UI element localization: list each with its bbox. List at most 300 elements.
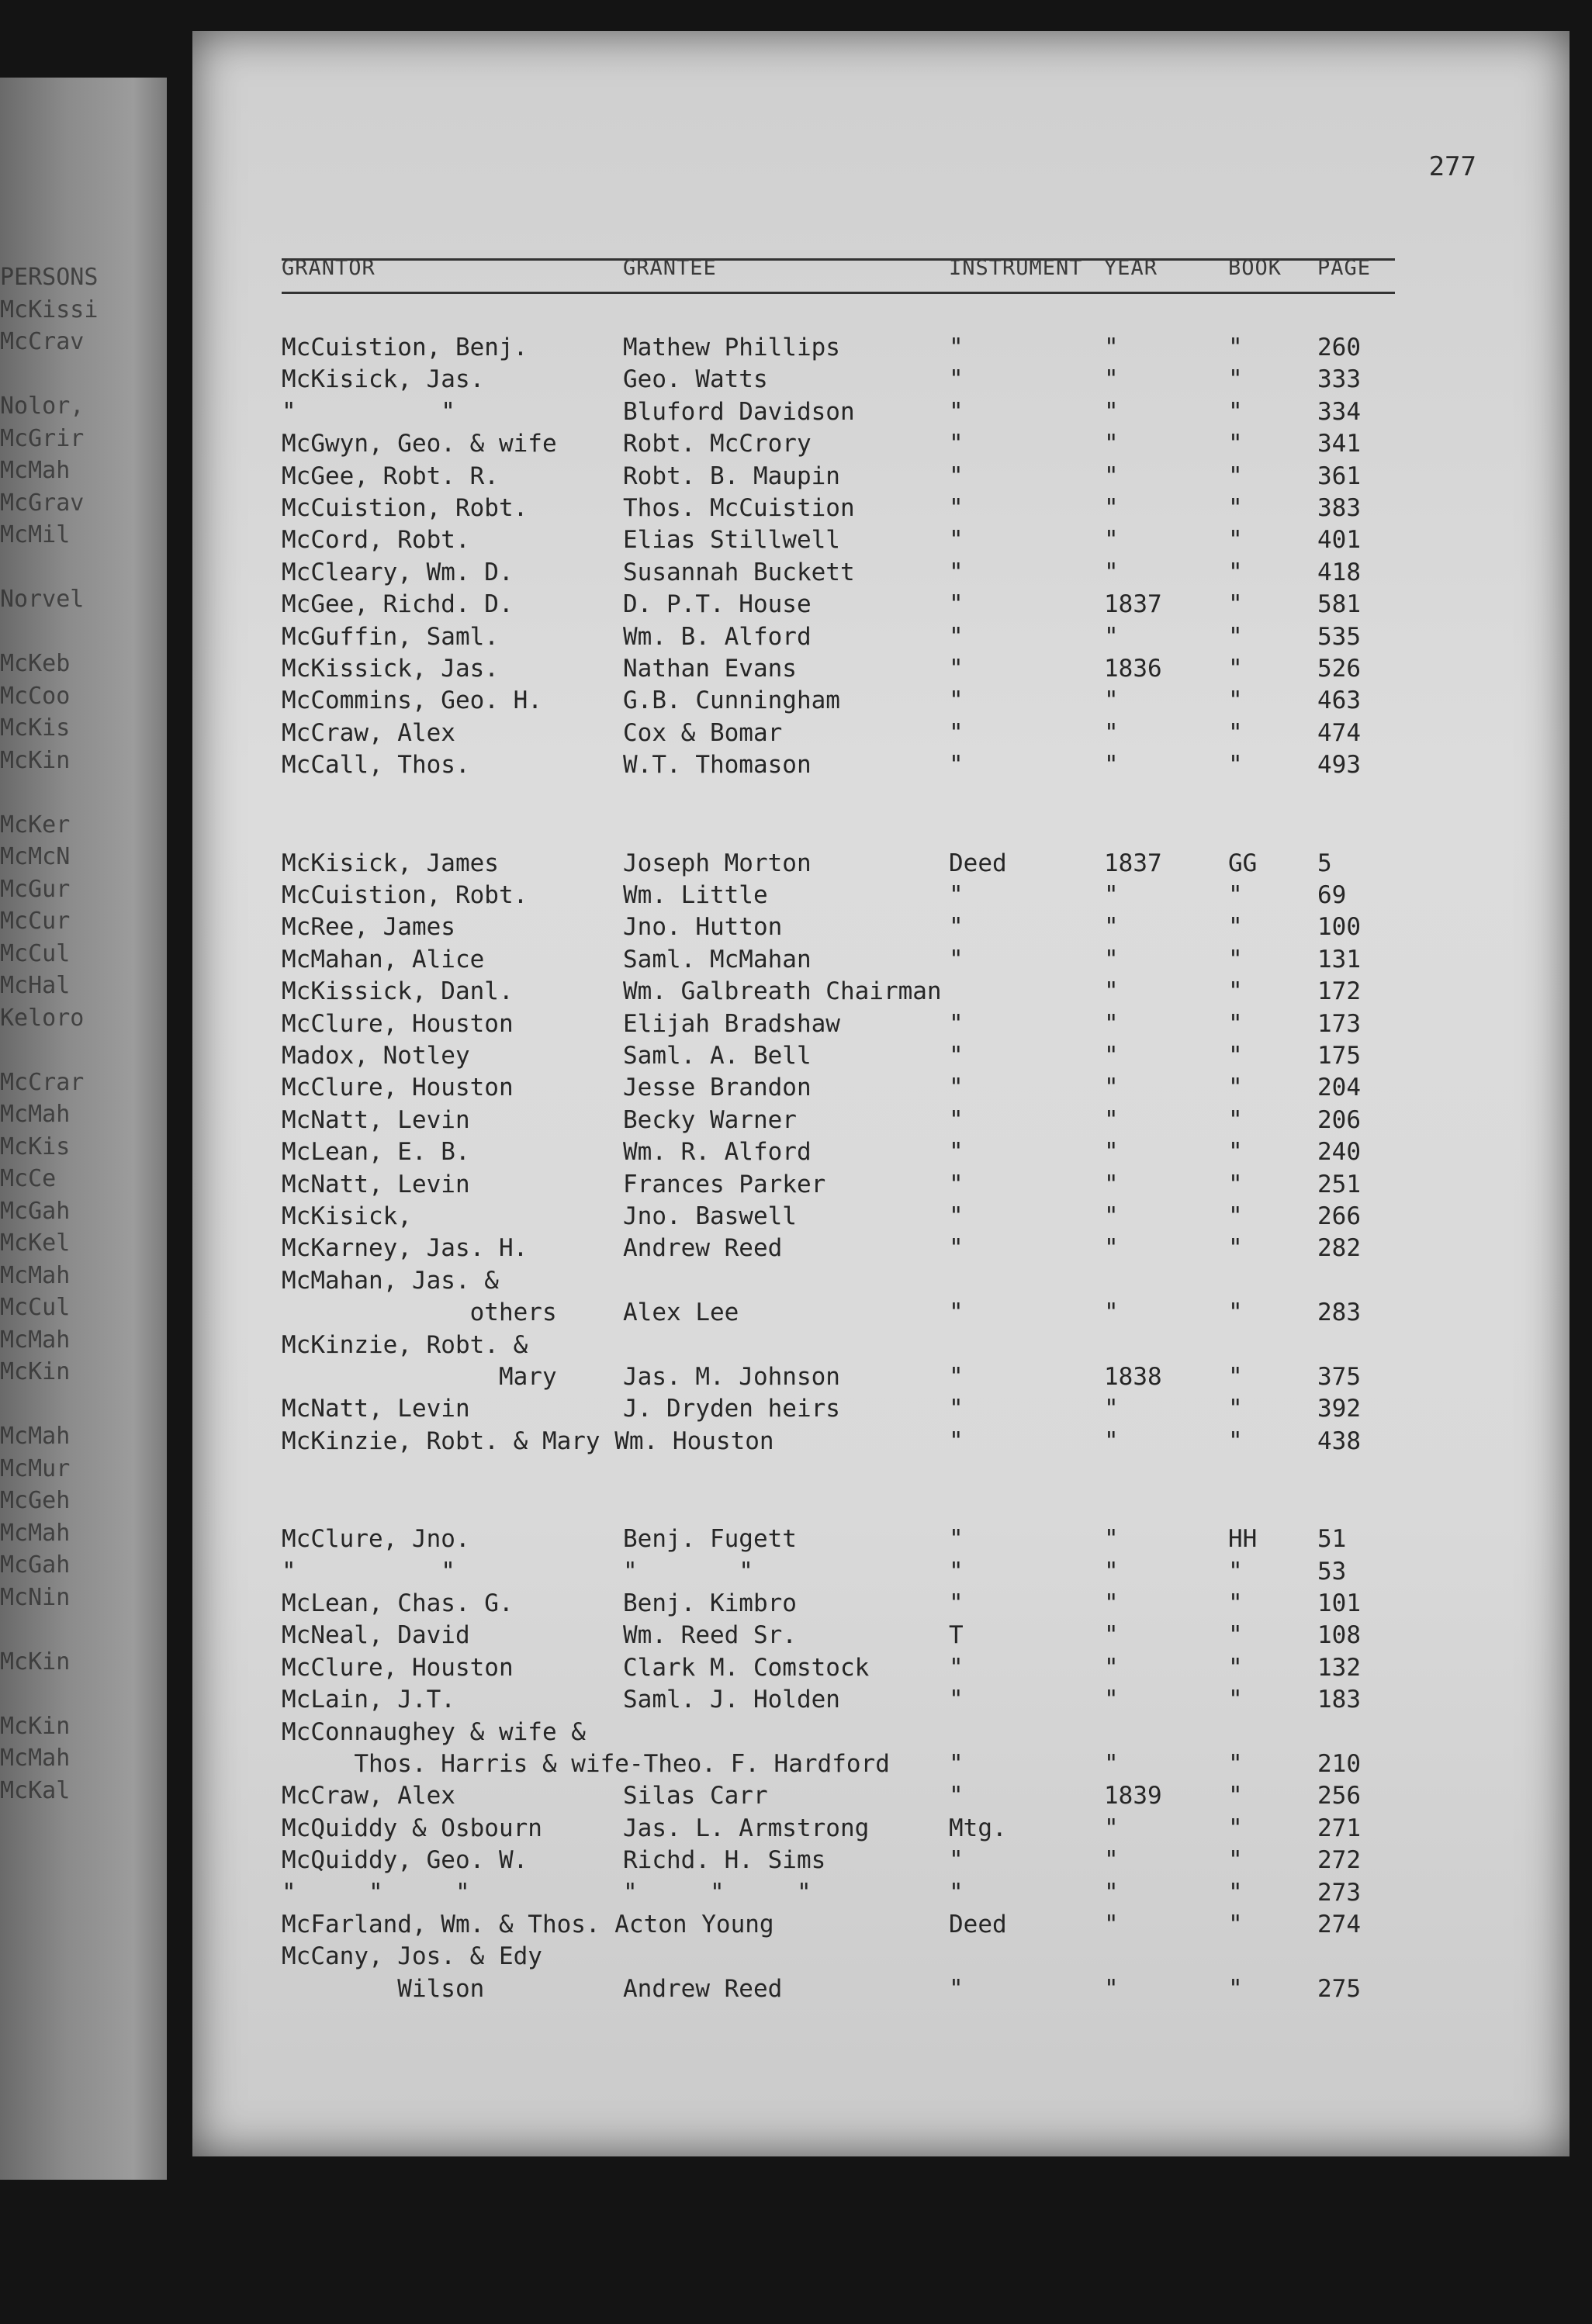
header-year: YEAR [1104, 256, 1158, 280]
cell-instrument: " [949, 1138, 964, 1167]
cell-year: " [1104, 1686, 1119, 1714]
cell-instrument: " [949, 1074, 964, 1102]
cell-grantee: Nathan Evans [623, 655, 797, 683]
index-row [282, 398, 1523, 429]
cell-instrument: " [949, 655, 964, 683]
cell-instrument: Deed [949, 1911, 1007, 1938]
cell-year: " [1104, 686, 1119, 715]
cell-grantee: Jas. M. Johnson [623, 1363, 840, 1391]
cell-page: 172 [1317, 977, 1361, 1006]
index-row [282, 1718, 1523, 1749]
cell-instrument: " [949, 334, 964, 361]
cell-grantee: G.B. Cunningham [623, 686, 840, 715]
cell-grantor: McRee, James [282, 913, 455, 942]
cell-book: " [1228, 1105, 1243, 1134]
left-page-fragment: McCul [0, 939, 71, 967]
cell-book: HH [1228, 1525, 1258, 1554]
cell-instrument: " [949, 751, 964, 780]
cell-year: 1837 [1104, 590, 1162, 619]
cell-instrument: " [949, 1557, 964, 1586]
left-page-fragment: McKin [0, 1358, 71, 1385]
cell-book: " [1228, 558, 1243, 586]
cell-instrument: " [949, 945, 964, 974]
index-row [282, 849, 1523, 880]
index-row [282, 1138, 1523, 1169]
cell-grantee: Jno. Baswell [623, 1202, 797, 1230]
cell-instrument: " [949, 1202, 964, 1230]
cell-grantee: Mathew Phillips [623, 334, 840, 361]
cell-grantor: McKisick, James [282, 849, 499, 877]
cell-book: " [1228, 1234, 1243, 1263]
adjacent-page [0, 78, 167, 2180]
index-row [282, 1363, 1523, 1394]
cell-year: " [1104, 1911, 1119, 1938]
cell-grantee: Wm. Reed Sr. [623, 1621, 797, 1650]
cell-page: 175 [1317, 1042, 1361, 1070]
cell-grantor: McKinzie, Robt. & Mary Wm. Houston [282, 1427, 774, 1455]
cell-book: " [1228, 1170, 1243, 1198]
left-page-fragment: McKeb [0, 650, 71, 677]
cell-page: 535 [1317, 622, 1361, 651]
cell-book: " [1228, 1299, 1243, 1327]
left-page-fragment: McKel [0, 1229, 71, 1257]
index-row [282, 1879, 1523, 1910]
cell-page: 273 [1317, 1878, 1361, 1907]
cell-year: " [1104, 977, 1119, 1006]
cell-book: " [1228, 1074, 1243, 1102]
cell-year: " [1104, 1202, 1119, 1230]
left-page-fragment: McMah [0, 1261, 71, 1289]
cell-page: 463 [1317, 686, 1361, 715]
left-page-fragment: Norvel [0, 586, 85, 613]
index-row [282, 462, 1523, 493]
index-row [282, 1589, 1523, 1620]
cell-grantee: Geo. Watts [623, 365, 768, 394]
cell-grantor: McMahan, Jas. & [282, 1266, 499, 1295]
index-row [282, 1267, 1523, 1298]
cell-year: " [1104, 1814, 1119, 1842]
left-page-fragment: McMcN [0, 843, 71, 870]
cell-grantee: Clark M. Comstock [623, 1653, 870, 1682]
cell-grantee: Andrew Reed [623, 1974, 783, 2003]
cell-page: 183 [1317, 1686, 1361, 1714]
index-row [282, 1106, 1523, 1137]
cell-year: " [1104, 1525, 1119, 1554]
cell-grantor: McCany, Jos. & Edy [282, 1942, 542, 1971]
cell-grantor: McGuffin, Saml. [282, 622, 499, 651]
cell-page: 334 [1317, 397, 1361, 426]
cell-page: 204 [1317, 1074, 1361, 1102]
cell-grantor: Wilson [282, 1974, 485, 2003]
cell-instrument: " [949, 1782, 964, 1810]
index-row [282, 1234, 1523, 1265]
left-page-fragment: McGah [0, 1551, 71, 1579]
cell-book: " [1228, 718, 1243, 747]
cell-year: " [1104, 945, 1119, 974]
cell-instrument: " [949, 1009, 964, 1038]
index-row [282, 1427, 1523, 1458]
cell-instrument: " [949, 622, 964, 651]
cell-book: " [1228, 945, 1243, 974]
left-page-fragment: McMah [0, 457, 71, 484]
cell-instrument: " [949, 590, 964, 619]
page-number: 277 [1428, 151, 1476, 182]
cell-year: " [1104, 1750, 1119, 1778]
cell-page: 251 [1317, 1170, 1361, 1198]
left-page-fragment: McCe [0, 1165, 57, 1192]
left-page-fragment: McKin [0, 1712, 71, 1740]
left-page-fragment: McCul [0, 1294, 71, 1321]
cell-book: " [1228, 1750, 1243, 1778]
cell-book: " [1228, 430, 1243, 458]
cell-instrument: " [949, 1427, 964, 1455]
cell-page: 333 [1317, 365, 1361, 394]
cell-grantee: Robt. McCrory [623, 430, 812, 458]
cell-page: 101 [1317, 1589, 1361, 1617]
cell-year: " [1104, 622, 1119, 651]
cell-grantee: Saml. McMahan [623, 945, 812, 974]
cell-page: 240 [1317, 1138, 1361, 1167]
cell-year: 1838 [1104, 1363, 1162, 1391]
cell-grantee: " " " [623, 1878, 812, 1907]
index-row [282, 751, 1523, 782]
index-row [282, 1074, 1523, 1105]
header-grantee: GRANTEE [623, 256, 717, 280]
left-page-fragment: McMah [0, 1101, 71, 1128]
cell-page: 256 [1317, 1782, 1361, 1810]
cell-grantor: McKinzie, Robt. & [282, 1330, 528, 1359]
cell-grantor: McFarland, Wm. & Thos. Acton Young [282, 1911, 774, 1938]
cell-page: 383 [1317, 494, 1361, 522]
cell-page: 5 [1317, 849, 1332, 877]
cell-book: " [1228, 1653, 1243, 1682]
left-page-fragment: McKer [0, 811, 71, 839]
cell-page: 401 [1317, 526, 1361, 555]
cell-year: " [1104, 1557, 1119, 1586]
left-page-fragment: McMah [0, 1745, 71, 1772]
cell-year: " [1104, 1653, 1119, 1682]
index-row [282, 1942, 1523, 1973]
cell-book: " [1228, 881, 1243, 909]
cell-grantor: McConnaughey & wife & [282, 1717, 586, 1746]
cell-grantee: Saml. A. Bell [623, 1042, 812, 1070]
left-page-fragment: Nolor, [0, 393, 85, 420]
cell-book: " [1228, 365, 1243, 394]
table-header [282, 256, 1395, 292]
left-page-fragment: McMah [0, 1423, 71, 1450]
cell-grantor: McNatt, Levin [282, 1105, 470, 1134]
index-row [282, 1558, 1523, 1589]
cell-page: 131 [1317, 945, 1361, 974]
index-row [282, 365, 1523, 396]
index-row [282, 559, 1523, 590]
cell-year: " [1104, 1299, 1119, 1327]
cell-grantor: Thos. Harris & wife-Theo. F. Hardford [282, 1750, 890, 1778]
header-instrument: INSTRUMENT [949, 256, 1083, 280]
cell-grantee: Saml. J. Holden [623, 1686, 840, 1714]
cell-instrument: " [949, 1750, 964, 1778]
cell-page: 418 [1317, 558, 1361, 586]
cell-grantor: McQuiddy, Geo. W. [282, 1846, 528, 1875]
index-row [282, 1846, 1523, 1877]
index-row [282, 590, 1523, 621]
left-page-fragment: McCrav [0, 328, 85, 355]
cell-instrument: " [949, 1105, 964, 1134]
cell-year: " [1104, 365, 1119, 394]
cell-instrument: " [949, 494, 964, 522]
cell-book: " [1228, 977, 1243, 1006]
cell-book: " [1228, 751, 1243, 780]
cell-book: " [1228, 1363, 1243, 1391]
cell-grantee: Andrew Reed [623, 1234, 783, 1263]
cell-grantor: McLean, Chas. G. [282, 1589, 514, 1617]
index-row [282, 1750, 1523, 1781]
cell-grantor: McKissick, Jas. [282, 655, 499, 683]
cell-grantor: McCord, Robt. [282, 526, 470, 555]
cell-grantee: Thos. McCuistion [623, 494, 855, 522]
cell-grantor: McCall, Thos. [282, 751, 470, 780]
cell-page: 53 [1317, 1557, 1347, 1586]
cell-instrument: " [949, 1299, 964, 1327]
header-book: BOOK [1228, 256, 1282, 280]
cell-book: " [1228, 1911, 1243, 1938]
cell-book: " [1228, 1202, 1243, 1230]
cell-book: " [1228, 913, 1243, 942]
cell-year: " [1104, 462, 1119, 490]
cell-grantor: McKissick, Danl. [282, 977, 514, 1006]
cell-page: 438 [1317, 1427, 1361, 1455]
cell-year: " [1104, 1138, 1119, 1167]
cell-grantor: McQuiddy & Osbourn [282, 1814, 542, 1842]
left-page-fragment: McCur [0, 908, 71, 935]
cell-instrument: " [949, 1170, 964, 1198]
cell-year: 1837 [1104, 849, 1162, 877]
cell-grantor: McCuistion, Benj. [282, 334, 528, 361]
cell-instrument: " [949, 1974, 964, 2003]
index-row [282, 881, 1523, 912]
cell-grantor: McClure, Houston [282, 1074, 514, 1102]
cell-instrument: " [949, 397, 964, 426]
left-page-fragment: McMil [0, 521, 71, 548]
cell-page: 361 [1317, 462, 1361, 490]
cell-page: 272 [1317, 1846, 1361, 1875]
left-page-fragment: McKin [0, 1648, 71, 1676]
cell-grantor: McKisick, [282, 1202, 412, 1230]
cell-instrument: " [949, 1042, 964, 1070]
cell-page: 132 [1317, 1653, 1361, 1682]
cell-grantor: McNatt, Levin [282, 1170, 470, 1198]
index-row [282, 1010, 1523, 1041]
cell-year: " [1104, 430, 1119, 458]
cell-book: " [1228, 1589, 1243, 1617]
cell-grantee: " " [623, 1557, 753, 1586]
cell-book: " [1228, 1042, 1243, 1070]
left-page-fragment: McMur [0, 1454, 71, 1482]
cell-book: " [1228, 1009, 1243, 1038]
cell-page: 266 [1317, 1202, 1361, 1230]
cell-book: " [1228, 397, 1243, 426]
cell-page: 108 [1317, 1621, 1361, 1650]
cell-year: " [1104, 526, 1119, 555]
cell-grantee: Wm. Little [623, 881, 768, 909]
cell-instrument: " [949, 1686, 964, 1714]
index-row [282, 526, 1523, 557]
cell-instrument: " [949, 1653, 964, 1682]
index-row [282, 430, 1523, 461]
cell-book: GG [1228, 849, 1258, 877]
cell-book: " [1228, 494, 1243, 522]
cell-book: " [1228, 1974, 1243, 2003]
cell-year: " [1104, 397, 1119, 426]
index-row [282, 913, 1523, 944]
cell-grantee: Wm. B. Alford [623, 622, 812, 651]
cell-book: " [1228, 686, 1243, 715]
cell-instrument: Deed [949, 849, 1007, 877]
index-row [282, 623, 1523, 654]
cell-grantor: Mary [282, 1363, 557, 1391]
cell-page: 283 [1317, 1299, 1361, 1327]
cell-instrument: " [949, 1878, 964, 1907]
left-page-fragment: McNin [0, 1583, 71, 1611]
cell-year: " [1104, 1042, 1119, 1070]
index-row [282, 1331, 1523, 1362]
cell-year: " [1104, 494, 1119, 522]
left-page-fragment: McKis [0, 714, 71, 742]
header-rule-bottom [282, 292, 1395, 294]
left-page-fragment: McGrav [0, 489, 85, 517]
cell-instrument: " [949, 1589, 964, 1617]
cell-grantee: J. Dryden heirs [623, 1395, 840, 1423]
cell-instrument: " [949, 1234, 964, 1263]
left-page-fragment: McMah [0, 1326, 71, 1354]
cell-grantee: Bluford Davidson [623, 397, 855, 426]
cell-year: " [1104, 334, 1119, 361]
cell-grantor: McCleary, Wm. D. [282, 558, 514, 586]
cell-book: " [1228, 1138, 1243, 1167]
cell-book: " [1228, 1686, 1243, 1714]
cell-grantor: others [282, 1299, 557, 1327]
cell-page: 51 [1317, 1525, 1347, 1554]
left-page-fragment: McKissi [0, 296, 99, 323]
cell-grantor: McCraw, Alex [282, 718, 455, 747]
cell-grantor: McCraw, Alex [282, 1782, 455, 1810]
left-page-fragment: McCoo [0, 682, 71, 710]
cell-year: " [1104, 1427, 1119, 1455]
cell-book: " [1228, 1395, 1243, 1423]
header-grantor: GRANTOR [282, 256, 376, 280]
cell-grantee: D. P.T. House [623, 590, 812, 619]
cell-grantor: " " [282, 397, 455, 426]
cell-instrument: " [949, 526, 964, 555]
cell-page: 274 [1317, 1911, 1361, 1938]
left-page-fragment: McHal [0, 972, 71, 999]
cell-instrument: " [949, 1395, 964, 1423]
cell-grantee: Richd. H. Sims [623, 1846, 826, 1875]
cell-grantor: McKarney, Jas. H. [282, 1234, 528, 1263]
cell-grantor: McCuistion, Robt. [282, 494, 528, 522]
cell-year: " [1104, 558, 1119, 586]
index-row [282, 1782, 1523, 1813]
cell-instrument: " [949, 462, 964, 490]
cell-page: 493 [1317, 751, 1361, 780]
cell-year: " [1104, 1589, 1119, 1617]
cell-grantor: " " [282, 1557, 455, 1586]
cell-instrument: " [949, 1846, 964, 1875]
left-page-fragment: McGrir [0, 424, 85, 452]
left-page-fragment: McKin [0, 746, 71, 774]
cell-grantee: Elijah Bradshaw [623, 1009, 840, 1038]
index-row [282, 946, 1523, 977]
index-row [282, 1395, 1523, 1426]
index-page [192, 31, 1570, 2156]
cell-page: 341 [1317, 430, 1361, 458]
cell-year: " [1104, 1395, 1119, 1423]
left-page-fragment: Keloro [0, 1004, 85, 1032]
cell-book: " [1228, 655, 1243, 683]
cell-grantee: Wm. Galbreath Chairman [623, 977, 942, 1006]
cell-book: " [1228, 1621, 1243, 1650]
cell-page: 474 [1317, 718, 1361, 747]
index-row [282, 1654, 1523, 1685]
left-page-fragment: McGeh [0, 1487, 71, 1514]
left-page-fragment: McCrar [0, 1068, 85, 1096]
index-row [282, 655, 1523, 686]
index-row [282, 977, 1523, 1008]
cell-year: 1836 [1104, 655, 1162, 683]
cell-year: " [1104, 1074, 1119, 1102]
cell-page: 526 [1317, 655, 1361, 683]
cell-page: 275 [1317, 1974, 1361, 2003]
cell-instrument: " [949, 1363, 964, 1391]
left-page-fragment: PERSONS [0, 264, 99, 291]
index-row [282, 1525, 1523, 1556]
cell-instrument: " [949, 1525, 964, 1554]
cell-grantor: McLain, J.T. [282, 1686, 455, 1714]
cell-book: " [1228, 1846, 1243, 1875]
cell-grantee: Susannah Buckett [623, 558, 855, 586]
cell-instrument: Mtg. [949, 1814, 1007, 1842]
cell-instrument: " [949, 881, 964, 909]
cell-page: 206 [1317, 1105, 1361, 1134]
cell-grantee: Benj. Kimbro [623, 1589, 797, 1617]
cell-grantor: McNeal, David [282, 1621, 470, 1650]
index-row [282, 1171, 1523, 1202]
index-row [282, 334, 1523, 365]
cell-grantor: McGee, Richd. D. [282, 590, 514, 619]
left-page-fragment: McGur [0, 875, 71, 903]
cell-book: " [1228, 1557, 1243, 1586]
cell-grantor: McGwyn, Geo. & wife [282, 430, 557, 458]
index-row [282, 494, 1523, 525]
cell-year: " [1104, 913, 1119, 942]
cell-grantee: Cox & Bomar [623, 718, 783, 747]
cell-instrument: T [949, 1621, 964, 1650]
cell-year: " [1104, 1234, 1119, 1263]
cell-grantee: Benj. Fugett [623, 1525, 797, 1554]
left-page-fragment: McGah [0, 1197, 71, 1225]
cell-book: " [1228, 526, 1243, 555]
cell-page: 173 [1317, 1009, 1361, 1038]
left-page-fragment: McKal [0, 1776, 71, 1804]
cell-year: " [1104, 718, 1119, 747]
cell-grantee: Silas Carr [623, 1782, 768, 1810]
cell-grantee: Jno. Hutton [623, 913, 783, 942]
cell-page: 392 [1317, 1395, 1361, 1423]
cell-grantee: Becky Warner [623, 1105, 797, 1134]
cell-grantee: Wm. R. Alford [623, 1138, 812, 1167]
cell-year: " [1104, 751, 1119, 780]
index-row [282, 1202, 1523, 1233]
